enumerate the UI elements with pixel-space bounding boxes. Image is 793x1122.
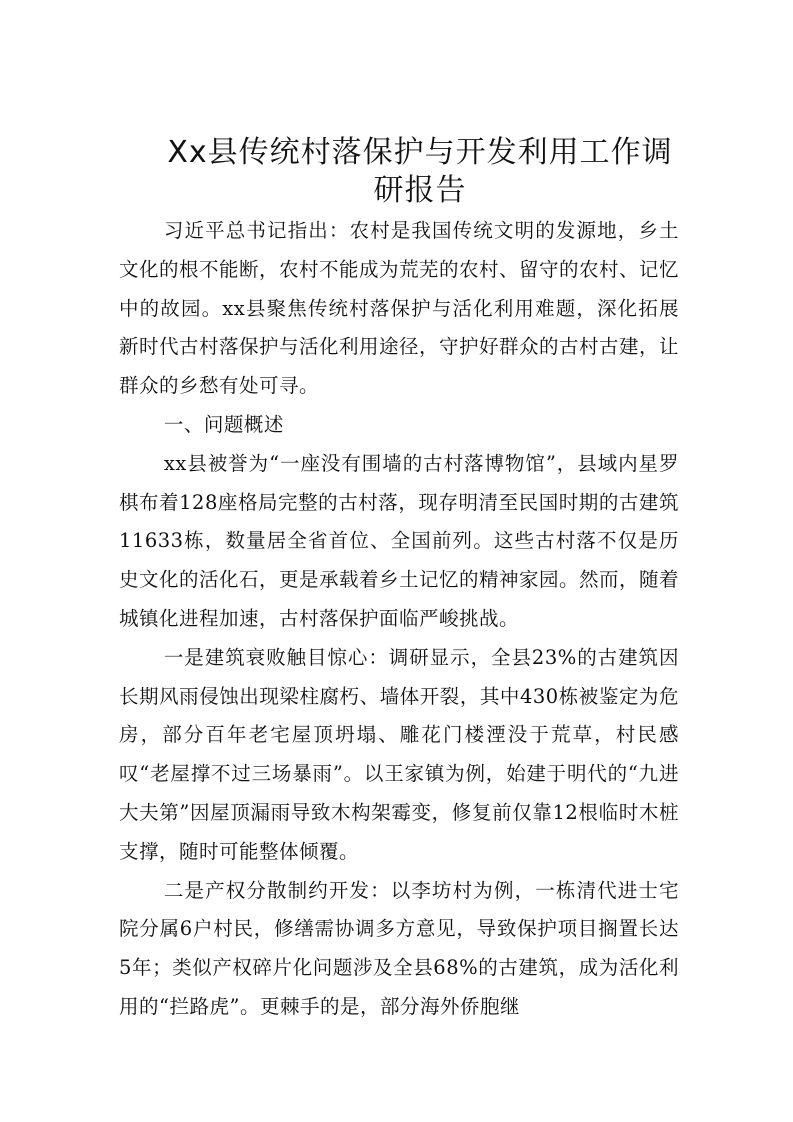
- document-title: [120, 134, 720, 210]
- title-line-1: Xx县传统村落保护与开发利用工作调: [167, 135, 673, 170]
- section-heading: 一、问题概述: [163, 412, 284, 436]
- document-body: [119, 212, 679, 1027]
- overview-paragraph: xx县被誉为“一座没有围墙的古村落博物馆”，县域内星罗棋布着128座格局完整的古村落，现存明清至民国时期的古建筑11633栋，数量居全省首位、全国前列。这些古村落不仅是历史文化的活化石，更是承载着乡土记忆的精神家园。然而，随着城镇化进程加速，古村落保护面临严峻挑战。: [119, 451, 680, 630]
- building-decay-paragraph: 一是建筑衰败触目惊心：调研显示，全县23%的古建筑因长期风雨侵蚀出现梁柱腐朽、墙体开裂，其中430栋被鉴定为危房，部分百年老宅屋顶坍塌、雕花门楼湮没于荒草，村民感叹“老屋撑不过三场暴雨”。以王家镇为例，始建于明代的“九进大夫第”因屋顶漏雨导致木构架霉变，修复前仅靠12根临时木桩支撑，随时可能整体倾覆。: [119, 645, 679, 863]
- title-line-2: 研报告: [373, 173, 467, 208]
- intro-paragraph: 习近平总书记指出：农村是我国传统文明的发源地，乡土文化的根不能断，农村不能成为荒芜的农村、留守的农村、记忆中的故园。xx县聚焦传统村落保护与活化利用难题，深化拓展新时代古村落保护与活化利用途径，守护好群众的古村古建，让群众的乡愁有处可寻。: [119, 219, 680, 398]
- property-rights-paragraph: 二是产权分散制约开发：以李坊村为例，一栋清代进士宅院分属6户村民，修缮需协调多方意见，导致保护项目搁置长达5年；类似产权碎片化问题涉及全县68%的古建筑，成为活化利用的“拦路虎”。更棘手的是，部分海外侨胞继: [119, 878, 679, 1018]
